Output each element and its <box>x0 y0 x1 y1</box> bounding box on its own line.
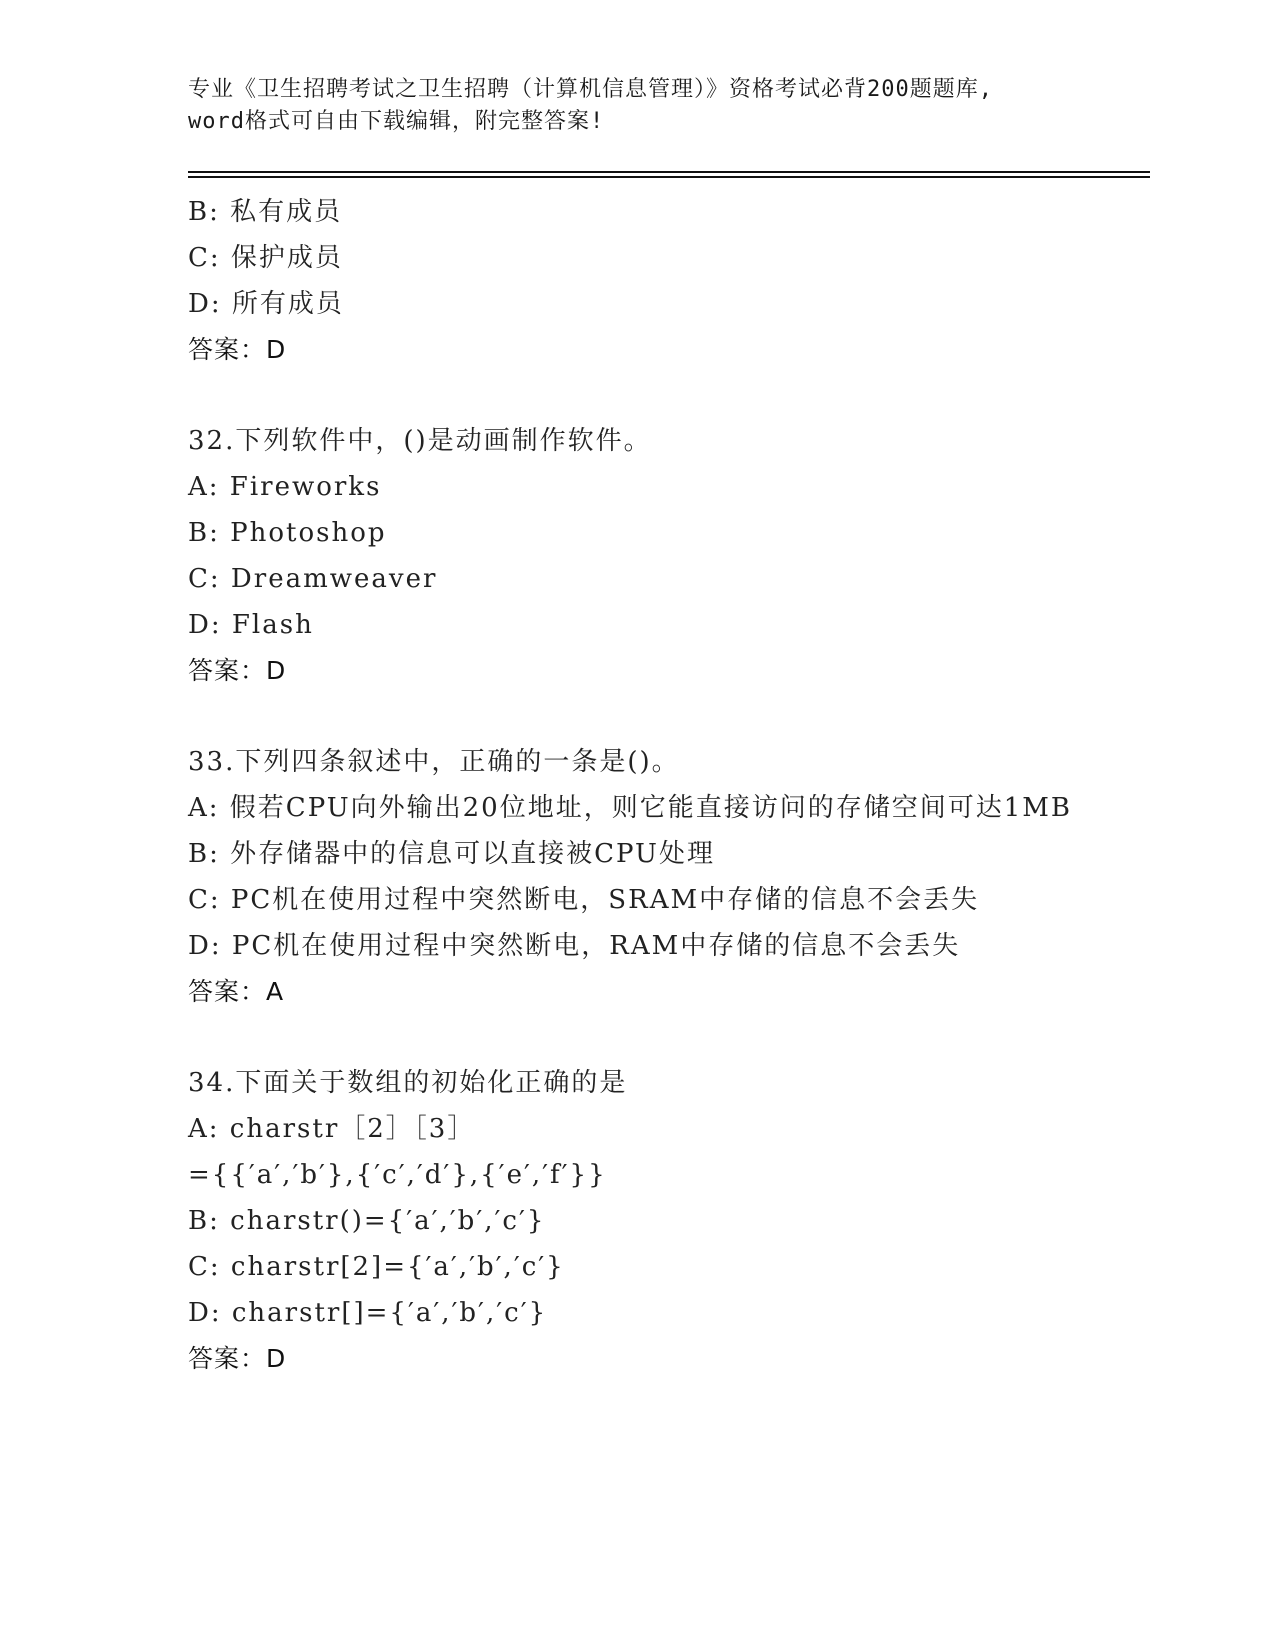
question-33 <box>188 739 1148 1015</box>
header-line-2: word格式可自由下载编辑，附完整答案! <box>188 109 605 134</box>
question-content <box>188 189 1148 1382</box>
option-d: D: PC机在使用过程中突然断电，RAM中存储的信息不会丢失 <box>188 931 961 961</box>
option-a-line-2: ={{′a′,′b′},{′c′,′d′},{′e′,′f′}} <box>188 1160 607 1190</box>
header-divider-top <box>188 171 1150 173</box>
document-header <box>188 74 1088 138</box>
option-c: C: charstr[2]={′a′,′b′,′c′} <box>188 1252 565 1282</box>
question-text: 32.下列软件中，()是动画制作软件。 <box>188 426 652 456</box>
question-text: 34.下面关于数组的初始化正确的是 <box>188 1068 628 1098</box>
question-34 <box>188 1060 1148 1382</box>
option-a: A: 假若CPU向外输出20位地址，则它能直接访问的存储空间可达1MB <box>188 793 1072 823</box>
option-b: B: Photoshop <box>188 518 387 548</box>
question-text: 33.下列四条叙述中，正确的一条是()。 <box>188 747 680 777</box>
option-b: B: 外存储器中的信息可以直接被CPU处理 <box>188 839 715 869</box>
option-c: C: PC机在使用过程中突然断电，SRAM中存储的信息不会丢失 <box>188 885 980 915</box>
spacer <box>188 694 1148 739</box>
question-31-tail <box>188 189 1148 373</box>
answer: 答案：A <box>188 977 285 1006</box>
option-b: B: 私有成员 <box>188 197 343 227</box>
spacer <box>188 373 1148 418</box>
option-d: D: Flash <box>188 610 314 640</box>
question-32 <box>188 418 1148 694</box>
option-c: C: Dreamweaver <box>188 564 438 594</box>
answer: 答案：D <box>188 656 287 685</box>
option-d: D: 所有成员 <box>188 289 344 319</box>
option-c: C: 保护成员 <box>188 243 343 273</box>
option-a-line-1: A: charstr［2］［3］ <box>188 1114 476 1144</box>
option-b: B: charstr()={′a′,′b′,′c′} <box>188 1206 546 1236</box>
option-a: A: Fireworks <box>188 472 382 502</box>
answer: 答案：D <box>188 335 287 364</box>
header-divider-bottom <box>188 176 1150 178</box>
header-line-1: 专业《卫生招聘考试之卫生招聘（计算机信息管理）》资格考试必背200题题库, <box>188 77 993 102</box>
spacer <box>188 1015 1148 1060</box>
option-d: D: charstr[]={′a′,′b′,′c′} <box>188 1298 548 1328</box>
answer: 答案：D <box>188 1344 287 1373</box>
